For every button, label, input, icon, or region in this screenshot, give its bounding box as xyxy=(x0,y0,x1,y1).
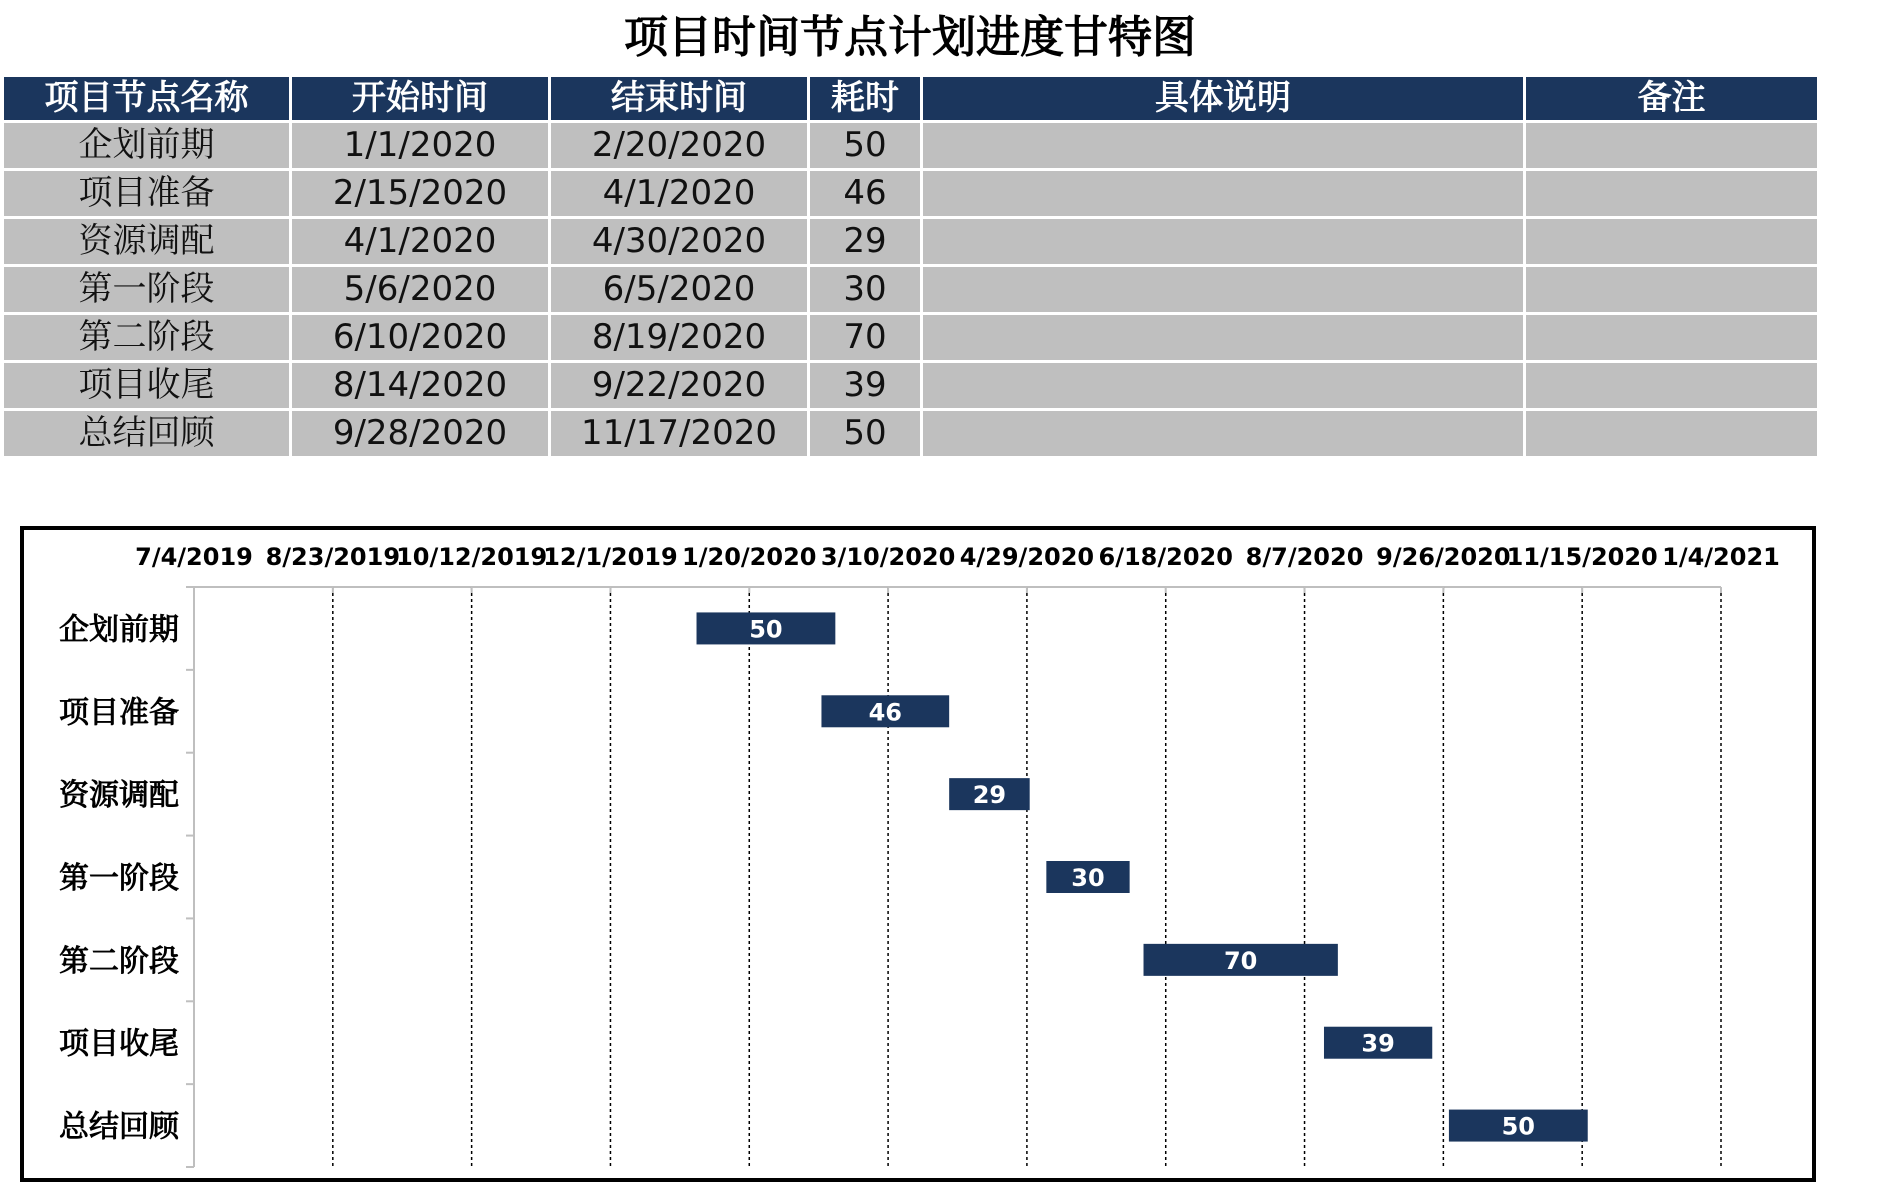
cell-remarks xyxy=(1526,363,1817,408)
table-row xyxy=(4,123,1817,168)
cell-end-time: 8/19/2020 xyxy=(551,315,807,360)
x-tick-label: 11/15/2020 xyxy=(1506,543,1658,571)
cell-start-time: 4/1/2020 xyxy=(292,219,548,264)
page-title: 项目时间节点计划进度甘特图 xyxy=(624,12,1196,63)
x-tick-label: 1/4/2021 xyxy=(1662,543,1780,571)
cell-start-time: 5/6/2020 xyxy=(292,267,548,312)
cell-remarks xyxy=(1526,171,1817,216)
category-label: 第一阶段 xyxy=(59,861,179,896)
cell-description xyxy=(923,267,1523,312)
table-row xyxy=(4,315,1817,360)
cell-duration: 50 xyxy=(810,411,920,456)
bar-data-label: 46 xyxy=(868,698,903,727)
cell-node-name: 企划前期 xyxy=(4,123,289,168)
cell-description xyxy=(923,171,1523,216)
x-tick-label: 9/26/2020 xyxy=(1376,543,1511,571)
bar-data-label: 30 xyxy=(1071,864,1105,892)
header-start-time: 开始时间 xyxy=(292,77,548,120)
bar-data-label: 50 xyxy=(749,615,783,644)
cell-remarks xyxy=(1526,411,1817,456)
cell-end-time: 11/17/2020 xyxy=(551,411,807,456)
x-tick-label: 10/12/2019 xyxy=(396,543,548,571)
cell-start-time: 9/28/2020 xyxy=(292,411,548,456)
category-label: 项目收尾 xyxy=(59,1026,179,1062)
header-remarks: 备注 xyxy=(1526,77,1817,120)
bar-data-label: 29 xyxy=(972,781,1007,810)
category-label: 项目准备 xyxy=(59,695,179,731)
schedule-table xyxy=(1,74,1820,459)
header-description: 具体说明 xyxy=(923,77,1523,120)
header-node-name: 项目节点名称 xyxy=(4,77,289,120)
cell-node-name: 项目准备 xyxy=(4,171,289,216)
category-label: 第二阶段 xyxy=(59,943,179,979)
table-row xyxy=(4,363,1817,408)
cell-remarks xyxy=(1526,315,1817,360)
x-tick-label: 3/10/2020 xyxy=(820,543,956,571)
x-tick-label: 1/20/2020 xyxy=(682,543,817,571)
cell-description xyxy=(923,315,1523,360)
cell-node-name: 资源调配 xyxy=(4,219,289,264)
cell-start-time: 8/14/2020 xyxy=(292,363,548,408)
gantt-chart xyxy=(24,530,1812,1178)
x-tick-label: 12/1/2019 xyxy=(543,543,678,571)
table-row xyxy=(4,411,1817,456)
bar-data-label: 50 xyxy=(1501,1112,1536,1141)
cell-end-time: 2/20/2020 xyxy=(551,123,807,168)
cell-remarks xyxy=(1526,267,1817,312)
x-tick-label: 8/23/2019 xyxy=(265,543,401,571)
cell-node-name: 项目收尾 xyxy=(4,363,289,408)
cell-duration: 46 xyxy=(810,171,920,216)
cell-remarks xyxy=(1526,123,1817,168)
cell-start-time: 6/10/2020 xyxy=(292,315,548,360)
x-tick-label: 8/7/2020 xyxy=(1245,543,1364,571)
cell-description xyxy=(923,411,1523,456)
table-header-row xyxy=(4,77,1817,120)
header-duration: 耗时 xyxy=(810,77,920,120)
cell-remarks xyxy=(1526,219,1817,264)
cell-description xyxy=(923,123,1523,168)
x-tick-label: 7/4/2019 xyxy=(135,543,253,571)
cell-duration: 39 xyxy=(810,363,920,408)
cell-node-name: 第二阶段 xyxy=(4,315,289,360)
cell-end-time: 6/5/2020 xyxy=(551,267,807,312)
cell-end-time: 4/1/2020 xyxy=(551,171,807,216)
cell-start-time: 1/1/2020 xyxy=(292,123,548,168)
category-label: 总结回顾 xyxy=(59,1109,179,1145)
x-tick-label: 4/29/2020 xyxy=(959,543,1095,571)
cell-duration: 30 xyxy=(810,267,920,312)
cell-end-time: 4/30/2020 xyxy=(551,219,807,264)
cell-node-name: 总结回顾 xyxy=(4,411,289,456)
table-row xyxy=(4,219,1817,264)
cell-duration: 50 xyxy=(810,123,920,168)
cell-duration: 70 xyxy=(810,315,920,360)
x-tick-label: 6/18/2020 xyxy=(1098,543,1233,571)
cell-description xyxy=(923,363,1523,408)
category-label: 企划前期 xyxy=(59,612,179,648)
cell-node-name: 第一阶段 xyxy=(4,267,289,312)
bar-data-label: 70 xyxy=(1223,946,1258,975)
category-label: 资源调配 xyxy=(59,778,179,814)
header-end-time: 结束时间 xyxy=(551,77,807,120)
cell-start-time: 2/15/2020 xyxy=(292,171,548,216)
table-row xyxy=(4,267,1817,312)
cell-duration: 29 xyxy=(810,219,920,264)
cell-end-time: 9/22/2020 xyxy=(551,363,807,408)
bar-data-label: 39 xyxy=(1361,1029,1395,1058)
cell-description xyxy=(923,219,1523,264)
table-row xyxy=(4,171,1817,216)
gantt-chart-frame xyxy=(20,526,1816,1182)
